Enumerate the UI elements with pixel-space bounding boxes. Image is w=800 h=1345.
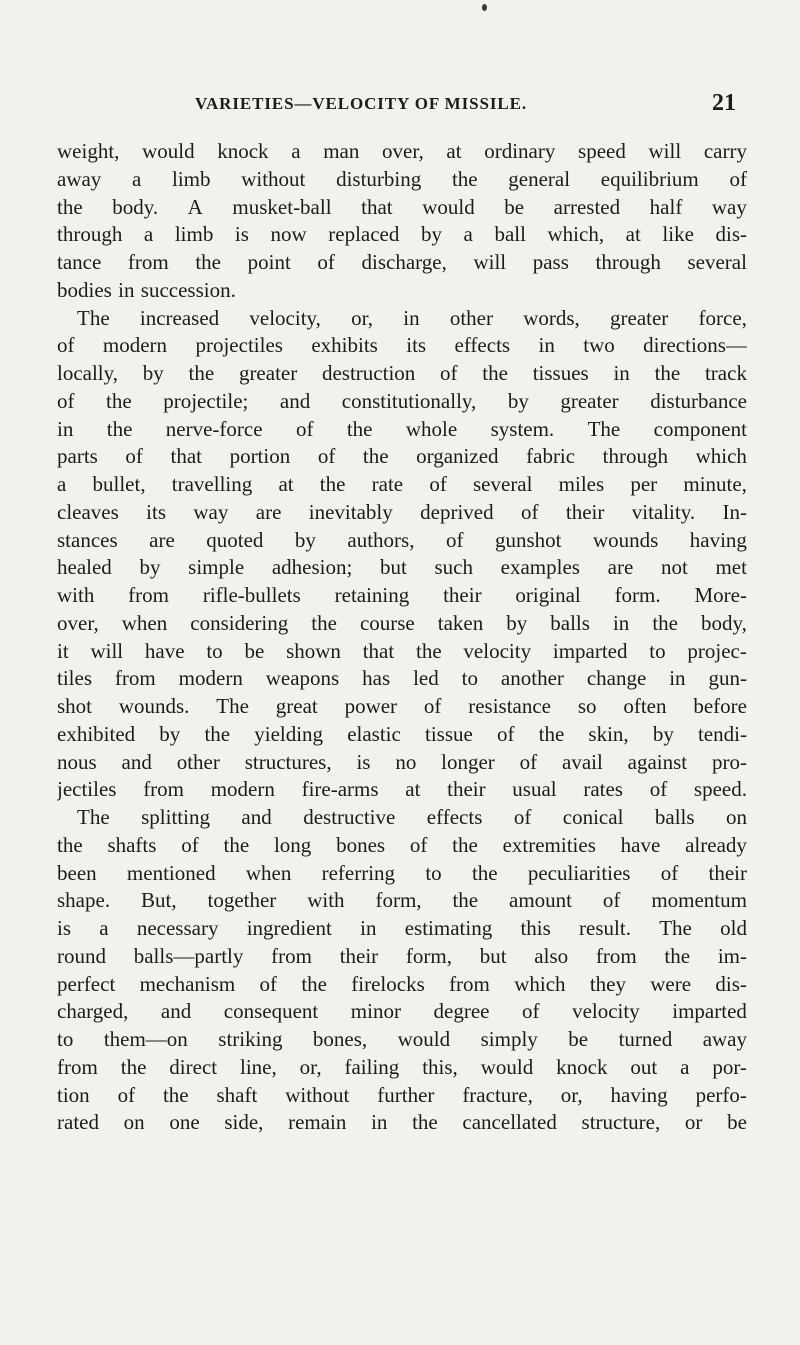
text-line: locally, by the greater destruction of the tissues in the track bbox=[57, 361, 747, 385]
text-line: over, when considering the course taken by balls in the body, bbox=[57, 610, 747, 635]
text-line: tiles from modern weapons has led to another change in gun- bbox=[57, 666, 747, 691]
text-line: nous and other structures, is no longer of avail against pro- bbox=[57, 749, 747, 774]
text-line: rated on one side, remain in the cancellated structure, or be bbox=[57, 1110, 747, 1135]
text-line: The splitting and destructive effects of conical balls on bbox=[77, 805, 747, 829]
text-line: the shafts of the long bones of the extremities have already bbox=[57, 832, 747, 857]
text-line: perfect mechanism of the firelocks from which they were dis- bbox=[57, 971, 747, 996]
text-line: tance from the point of discharge, will pass through several bbox=[57, 250, 747, 274]
text-line: stances are quoted by authors, of gunshot wounds having bbox=[57, 527, 747, 552]
text-line: jectiles from modern fire-arms at their usual rates of speed. bbox=[57, 777, 747, 802]
text-line: with from rifle-bullets retaining their original form. More- bbox=[57, 583, 747, 607]
text-line: the body. A musket-ball that would be arrested half way bbox=[57, 194, 747, 219]
text-line: shape. But, together with form, the amount of momentum bbox=[57, 888, 747, 913]
text-line: through a limb is now replaced by a ball which, at like dis- bbox=[57, 222, 747, 247]
text-line: round balls—partly from their form, but also from the im- bbox=[57, 943, 747, 968]
text-line: shot wounds. The great power of resistance so often before bbox=[57, 694, 747, 718]
text-line: charged, and consequent minor degree of velocity imparted bbox=[57, 999, 747, 1024]
text-line: away a limb without disturbing the general equilibrium of bbox=[57, 166, 747, 191]
text-line: tion of the shaft without further fracture, or, having perfo- bbox=[57, 1082, 747, 1107]
text-line: a bullet, travelling at the rate of several miles per minute, bbox=[57, 472, 747, 496]
page-number: 21 bbox=[712, 90, 736, 116]
text-line: parts of that portion of the organized fabric through which bbox=[57, 444, 747, 469]
text-line: been mentioned when referring to the peculiarities of their bbox=[57, 860, 747, 885]
page-header bbox=[0, 90, 800, 120]
text-line: is a necessary ingredient in estimating this result. The old bbox=[57, 916, 747, 940]
text-line: bodies in succession. bbox=[57, 277, 236, 302]
text-line: from the direct line, or, failing this, would knock out a por- bbox=[57, 1054, 747, 1079]
text-line: in the nerve-force of the whole system. The component bbox=[57, 416, 747, 441]
text-line: it will have to be shown that the velocity imparted to projec- bbox=[57, 638, 747, 663]
text-line: of modern projectiles exhibits its effects in two directions— bbox=[57, 333, 747, 358]
text-line: to them—on striking bones, would simply be turned away bbox=[57, 1027, 747, 1051]
text-line: of the projectile; and constitutionally, by greater disturbance bbox=[57, 388, 747, 413]
text-line: exhibited by the yielding elastic tissue of the skin, by tendi- bbox=[57, 721, 747, 746]
running-head: VARIETIES—VELOCITY OF MISSILE. bbox=[195, 94, 527, 113]
print-speck bbox=[482, 4, 487, 11]
text-line: healed by simple adhesion; but such examples are not met bbox=[57, 555, 747, 580]
text-line: cleaves its way are inevitably deprived of their vitality. In- bbox=[57, 499, 747, 524]
body-text bbox=[57, 138, 747, 1137]
text-line: The increased velocity, or, in other words, greater force, bbox=[77, 305, 747, 330]
text-line: weight, would knock a man over, at ordinary speed will carry bbox=[57, 139, 747, 163]
